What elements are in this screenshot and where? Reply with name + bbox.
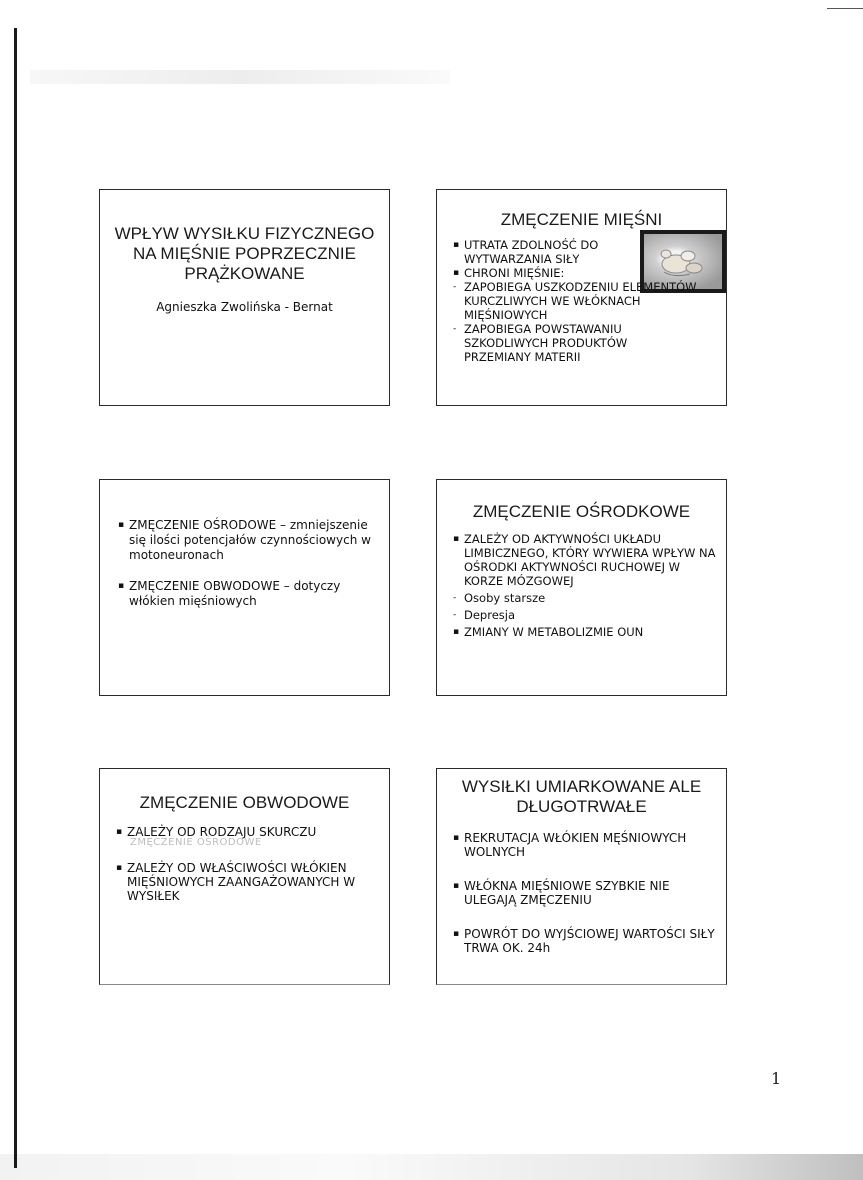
list-item-text: Osoby starsze: [464, 591, 546, 605]
slide-6: [436, 768, 727, 985]
slide-bullet-list: [437, 532, 726, 639]
bullet-marker: -: [453, 610, 457, 620]
list-item: [116, 861, 379, 903]
scan-bottom-edge: [0, 1154, 863, 1180]
bullet-marker: ▪: [453, 929, 460, 939]
slide-3: [99, 479, 390, 696]
list-item-text: ZAPOBIEGA USZKODZENIU ELEMENTÓW KURCZLIWYCH WE WŁÓKNACH MIĘŚNIOWYCH: [464, 280, 697, 322]
list-item-text: UTRATA ZDOLNOŚĆ DO WYTWARZANIA SIŁY: [464, 238, 599, 266]
slide-1: [99, 189, 390, 406]
list-item-text: ZMIANY W METABOLIZMIE OUN: [464, 625, 644, 639]
list-item: [453, 879, 716, 907]
bullet-marker: ▪: [118, 581, 125, 591]
slide-bullet-list: [437, 831, 726, 955]
list-item: [453, 927, 716, 955]
list-item-text: POWRÓT DO WYJŚCIOWEJ WARTOŚCI SIŁY TRWA OK. 24h: [464, 927, 715, 955]
list-item: [453, 322, 718, 364]
slide-4: [436, 479, 727, 696]
bullet-marker: -: [453, 282, 457, 292]
list-item: [116, 825, 379, 839]
bullet-marker: ▪: [453, 881, 460, 891]
list-item: [453, 625, 716, 639]
bullet-marker: ▪: [453, 240, 460, 250]
slide-bullet-list: [100, 518, 389, 609]
slide-5: [99, 768, 390, 985]
list-item-text: ZMĘCZENIE OŚRODOWE – zmniejszenie się ilości potencjałów czynnościowych w motoneuronach: [129, 518, 371, 562]
slide-bullet-list: [100, 825, 389, 903]
slide-bullet-list: [437, 238, 726, 364]
list-item-text: ZAPOBIEGA POWSTAWANIU SZKODLIWYCH PRODUKTÓW PRZEMIANY MATERII: [464, 322, 628, 364]
list-item: [453, 238, 718, 266]
bullet-marker: ▪: [453, 627, 460, 637]
slide-author: Agnieszka Zwolińska - Bernat: [156, 300, 333, 314]
bullet-marker: ▪: [453, 833, 460, 843]
list-item-text: ZALEŻY OD RODZAJU SKURCZU: [127, 825, 317, 839]
list-item: [453, 266, 718, 280]
list-item-text: CHRONI MIĘŚNIE:: [464, 266, 565, 280]
bullet-marker: -: [453, 593, 457, 603]
bullet-marker: -: [453, 324, 457, 334]
bullet-marker: ▪: [453, 268, 460, 278]
list-item-text: ZALEŻY OD AKTYWNOŚCI UKŁADU LIMBICZNEGO, KTÓRY WYWIERA WPŁYW NA OŚRODKI AKTYWNOŚCI RUCHOWEJ W KORZE MÓZGOWEJ: [464, 532, 716, 588]
scan-top-edge: [827, 8, 863, 9]
list-item: [453, 608, 716, 622]
bullet-marker: ▪: [116, 827, 123, 837]
list-item: [453, 280, 718, 322]
list-item: [453, 532, 716, 588]
list-item-text: ZALEŻY OD WŁAŚCIWOŚCI WŁÓKIEN MIĘŚNIOWYCH ZAANGAŻOWANYCH W WYSIŁEK: [127, 861, 356, 903]
slide-2: [436, 189, 727, 406]
scan-left-edge: [14, 28, 17, 1168]
slide-title: ZMĘCZENIE MIĘŚNI: [500, 210, 663, 229]
slide-title: WPŁYW WYSIŁKU FIZYCZNEGO NA MIĘŚNIE POPRZECZNIE PRĄŻKOWANE: [114, 224, 375, 283]
bullet-marker: ▪: [116, 863, 123, 873]
slide-title: WYSIŁKI UMIARKOWANE ALE DŁUGOTRWAŁE: [461, 777, 702, 816]
list-item: [453, 591, 716, 605]
list-item: [118, 579, 379, 609]
slide-title: ZMĘCZENIE OŚRODKOWE: [472, 502, 691, 521]
list-item-text: Depresja: [464, 608, 516, 622]
list-item: [118, 518, 379, 563]
scan-noise: [30, 70, 450, 84]
list-item: [453, 831, 716, 859]
bullet-marker: ▪: [118, 520, 125, 530]
list-item-text: REKRUTACJA WŁÓKIEN MĘŚNIOWYCH WOLNYCH: [464, 831, 687, 859]
list-item-text: WŁÓKNA MIĘŚNIOWE SZYBKIE NIE ULEGAJĄ ZMĘCZENIU: [464, 879, 670, 907]
page-number: 1: [771, 1069, 782, 1088]
bullet-marker: ▪: [453, 534, 460, 544]
faded-bleed-through-text: ZMĘCZENIE OŚRODOWE: [130, 837, 262, 848]
slide-title: ZMĘCZENIE OBWODOWE: [139, 793, 350, 812]
list-item-text: ZMĘCZENIE OBWODOWE – dotyczy włókien mięśniowych: [129, 579, 341, 608]
